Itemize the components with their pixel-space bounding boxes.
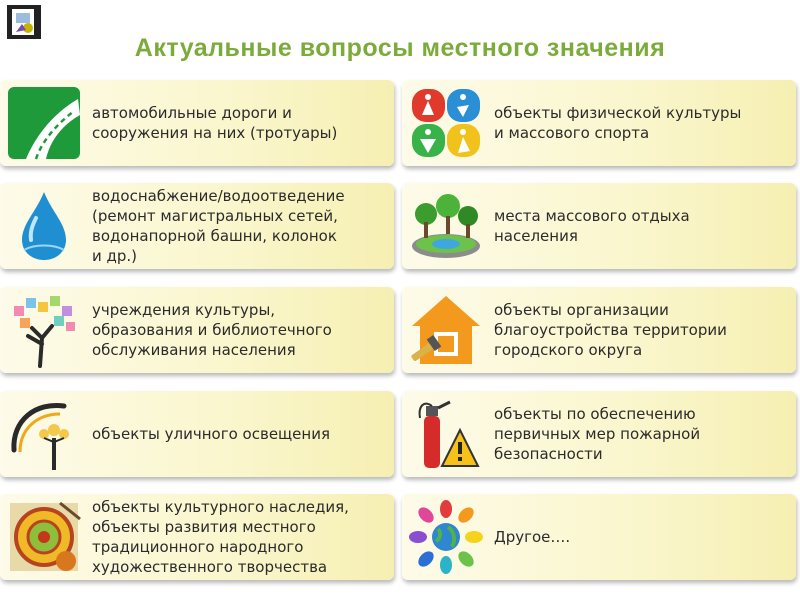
folk-art-icon (6, 499, 82, 575)
item-label: объекты уличного освещения (92, 425, 330, 443)
item-label: Другое…. (494, 528, 571, 546)
item-card-improvement (402, 287, 796, 373)
culture-tree-icon (6, 292, 82, 368)
item-card-roads (0, 80, 394, 166)
item-label: автомобильные дороги и сооружения на них (тротуары) (92, 104, 338, 142)
item-card-sport (402, 80, 796, 166)
item-card-lighting (0, 391, 394, 477)
item-card-fire (402, 391, 796, 477)
fire-extinguisher-icon (408, 396, 484, 472)
park-icon (408, 188, 484, 264)
item-label: объекты организации благоустройства территории городского округа (494, 301, 727, 359)
item-label: водоснабжение/водоотведение (ремонт магистральных сетей, водонапорной башни, колонок и др.) (92, 187, 345, 265)
item-card-heritage (0, 494, 394, 580)
item-label: объекты физической культуры и массового спорта (494, 104, 742, 142)
road-icon (6, 85, 82, 161)
sport-icon (408, 85, 484, 161)
item-label: объекты по обеспечению первичных мер пожарной безопасности (494, 405, 701, 463)
page-title: Актуальные вопросы местного значения (134, 34, 666, 62)
item-card-culture (0, 287, 394, 373)
water-drop-icon (6, 188, 82, 264)
item-card-water (0, 183, 394, 269)
item-label: места массового отдыха населения (494, 207, 690, 245)
house-paint-icon (408, 292, 484, 368)
street-lamp-icon (6, 396, 82, 472)
hands-globe-icon (408, 499, 484, 575)
item-card-other (402, 494, 796, 580)
item-card-park (402, 183, 796, 269)
item-label: объекты культурного наследия, объекты развития местного традиционного народного художественного творчества (92, 498, 349, 576)
item-label: учреждения культуры, образования и библиотечного обслуживания населения (92, 301, 332, 359)
